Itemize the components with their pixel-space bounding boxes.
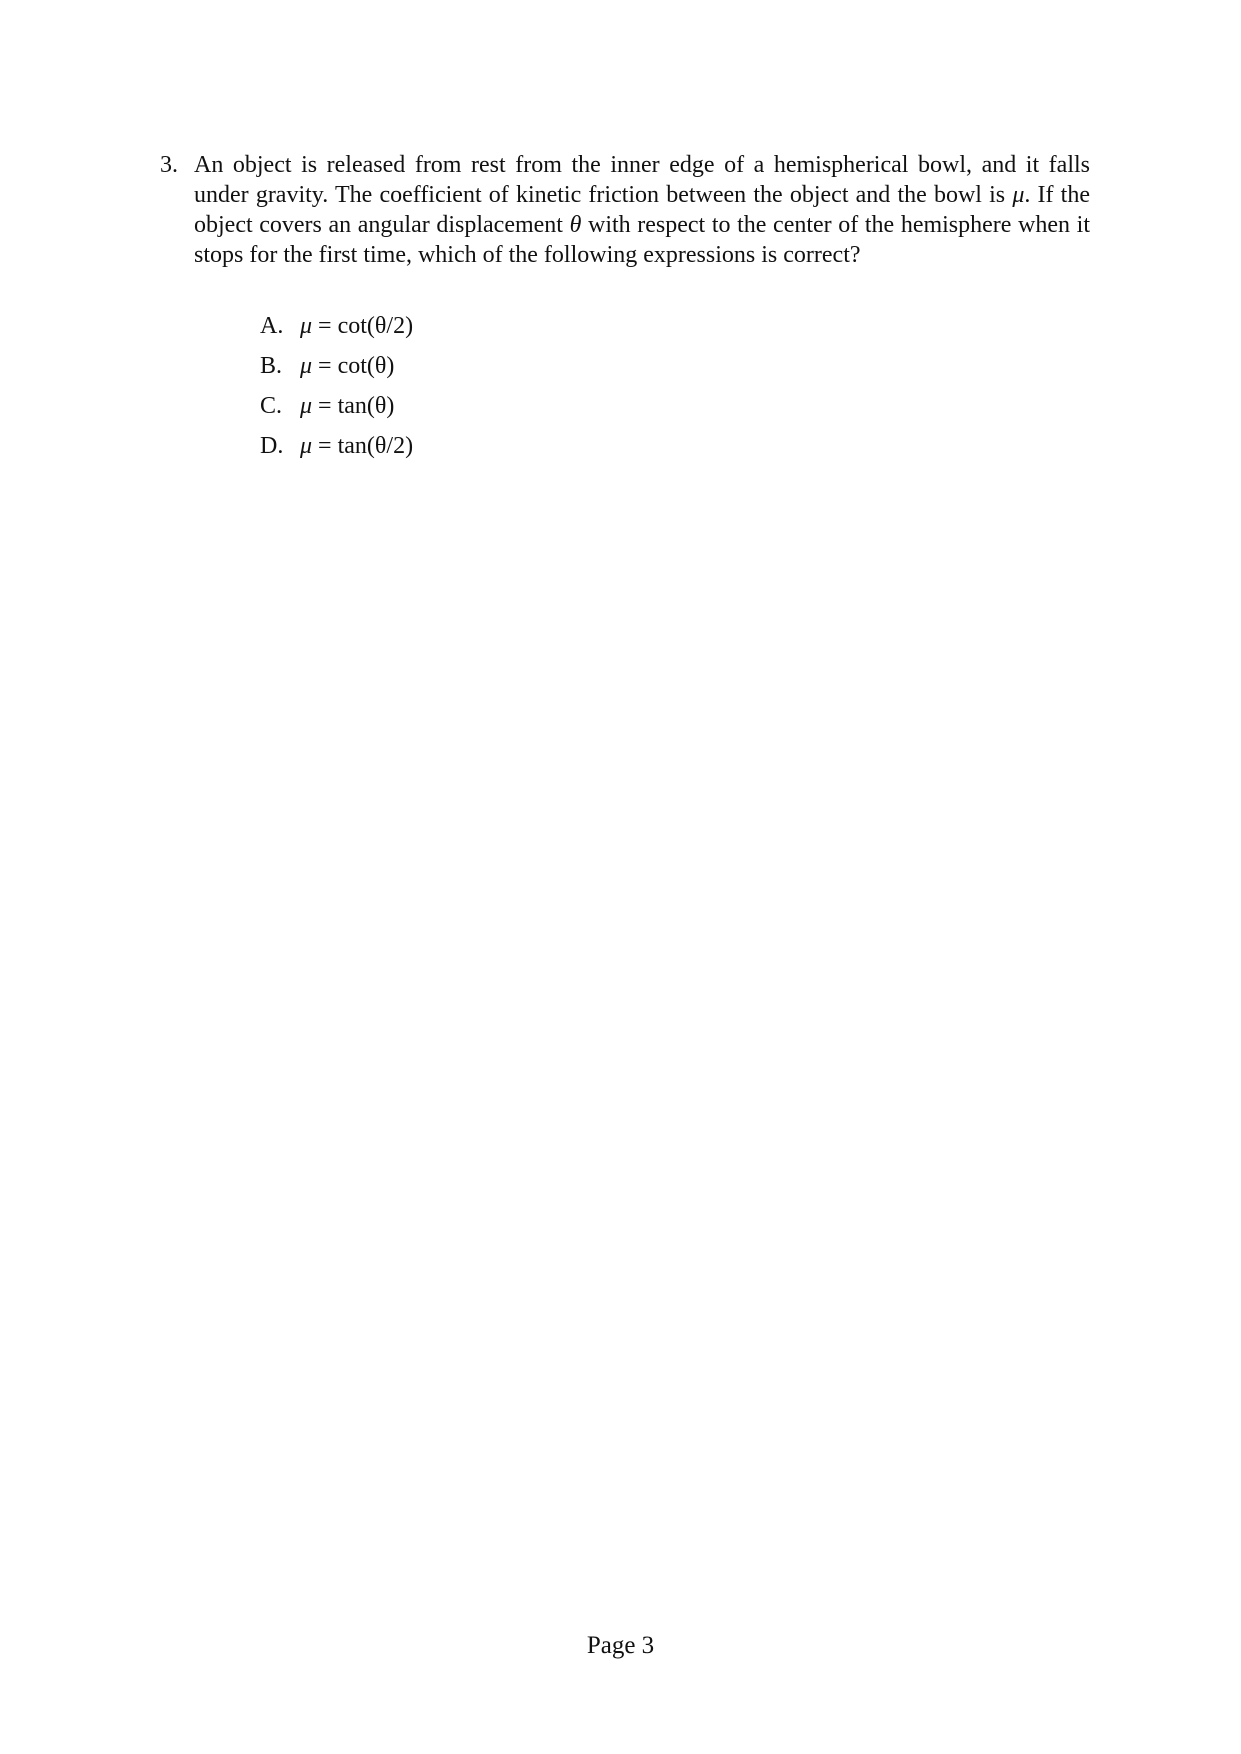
option-letter: B.: [260, 353, 283, 379]
option-rhs: tan(θ): [337, 393, 395, 419]
option-lhs: μ: [300, 313, 313, 339]
page-number: Page 3: [586, 1632, 655, 1659]
question-text-part-1: An object is released from rest from the inner edge of a hemispherical bowl, and it falls under gravity. The coefficient of kinetic friction between the object and the bowl is: [194, 152, 1090, 208]
option-rhs: cot(θ): [337, 353, 395, 379]
option-d[interactable]: [260, 431, 413, 471]
option-eq: =: [312, 353, 338, 379]
option-lhs: μ: [300, 353, 313, 379]
option-eq: =: [312, 393, 338, 419]
option-lhs: μ: [300, 433, 313, 459]
option-lhs: μ: [300, 393, 313, 419]
question-text-part-3: with respect to the center of the hemisphere when it stops for the first time, which of the following expressions is correct?: [194, 212, 1090, 268]
question-block: [160, 150, 1090, 270]
question-number: 3.: [160, 152, 178, 178]
option-c[interactable]: [260, 391, 413, 431]
option-letter: D.: [260, 433, 284, 459]
mu-symbol: μ: [1012, 182, 1025, 208]
question-text-part-2: . If the object covers an angular displacement: [194, 182, 1090, 238]
option-a[interactable]: [260, 311, 413, 351]
option-expression: [300, 313, 413, 339]
option-b[interactable]: [260, 351, 413, 391]
option-rhs: tan(θ/2): [337, 433, 414, 459]
option-eq: =: [312, 313, 338, 339]
option-expression: [300, 433, 413, 459]
option-rhs: cot(θ/2): [337, 313, 414, 339]
option-expression: [300, 393, 394, 419]
option-letter: A.: [260, 313, 284, 339]
option-expression: [300, 353, 394, 379]
theta-symbol: θ: [569, 212, 582, 238]
option-letter: C.: [260, 393, 283, 419]
option-eq: =: [312, 433, 338, 459]
question-text: [194, 150, 1090, 270]
answer-options: [260, 311, 413, 471]
